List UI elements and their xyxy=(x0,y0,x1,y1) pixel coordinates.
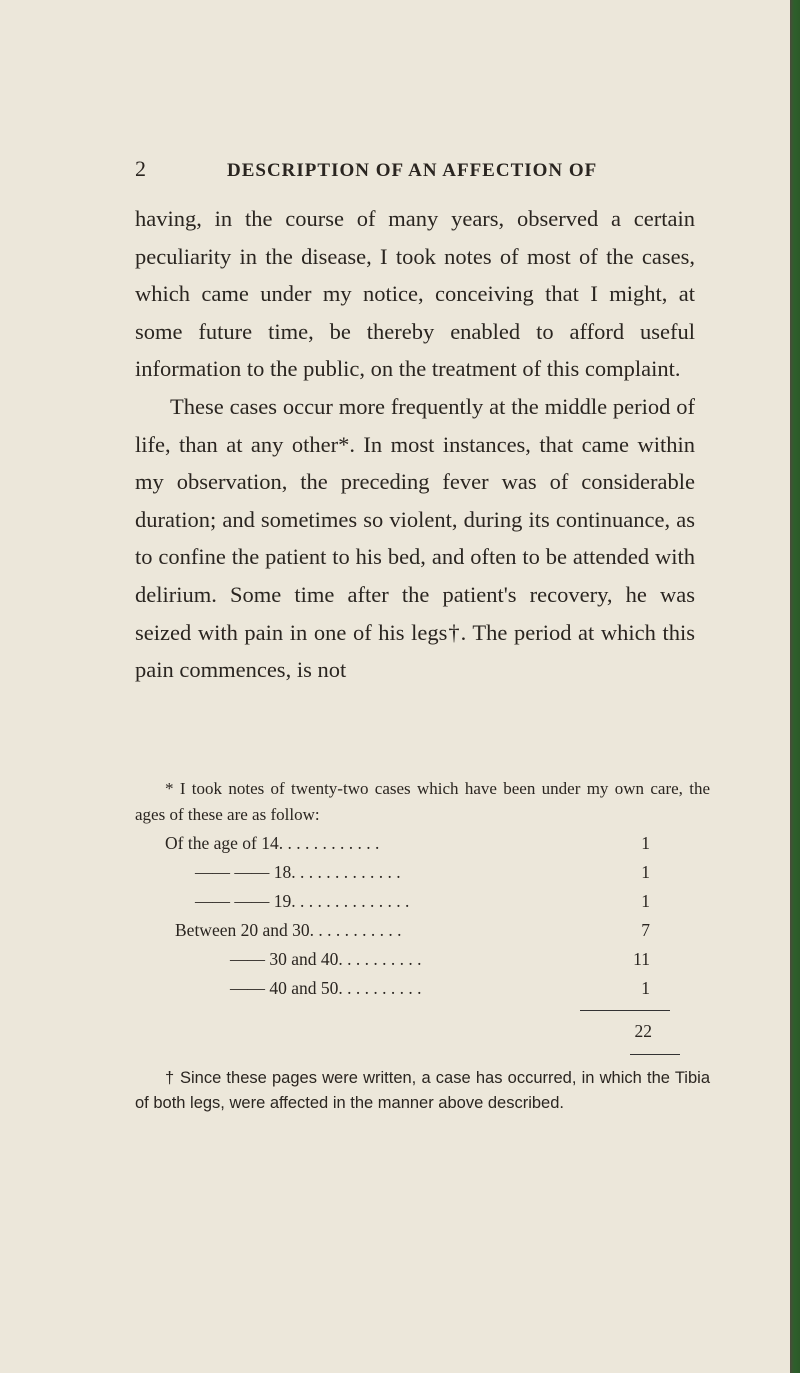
age-label: —— 30 and 40. . . . . . . . . . xyxy=(230,949,422,969)
paragraph-2: These cases occur more frequently at the middle period of life, than at any other*. In most instances, that came within my observation, the preceding fever was of considerable duration; and sometimes so violent, during its continuance, as to confine the patient to his bed, and often to be attended with delirium. Some time after the patient's recovery, he was seized with pain in one of his legs†. The period at which this pain commences, is not xyxy=(135,393,695,683)
age-table xyxy=(135,830,710,1062)
age-row xyxy=(135,859,710,888)
footnote-divider xyxy=(135,1048,710,1062)
age-total-row xyxy=(135,1004,710,1048)
page-edge xyxy=(790,0,800,1373)
age-label: —— —— 18. . . . . . . . . . . . . xyxy=(195,862,401,882)
age-count: 1 xyxy=(641,891,650,911)
age-row xyxy=(135,888,710,917)
age-label: —— 40 and 50. . . . . . . . . . xyxy=(230,978,422,998)
page-number: 2 xyxy=(135,156,147,181)
age-count: 1 xyxy=(641,833,650,853)
age-count: 1 xyxy=(641,862,650,882)
age-row xyxy=(135,975,710,1004)
age-row xyxy=(135,917,710,946)
age-count: 1 xyxy=(641,978,650,998)
age-count: 11 xyxy=(633,949,650,969)
age-label: —— —— 19. . . . . . . . . . . . . . xyxy=(195,891,410,911)
footnote-2: † Since these pages were written, a case has occurred, in which the Tibia of both legs, were affected in the manner above described. xyxy=(135,1069,710,1112)
body-text xyxy=(135,200,695,689)
footnotes xyxy=(135,776,710,1116)
footnote-1: * I took notes of twenty-two cases which have been under my own care, the ages of these are as follow: xyxy=(135,779,710,824)
age-label: Between 20 and 30. . . . . . . . . . . xyxy=(175,920,402,940)
paragraph-1: having, in the course of many years, observed a certain peculiarity in the disease, I took notes of most of the cases, which came under my notice, conceiving that I might, at some future time, be thereby enabled to afford useful information to the public, on the treatment of this complaint. xyxy=(135,206,695,382)
age-label: Of the age of 14. . . . . . . . . . . . xyxy=(165,833,380,853)
age-row xyxy=(135,946,710,975)
total-divider xyxy=(580,1010,670,1011)
age-row xyxy=(135,830,710,859)
age-total: 22 xyxy=(634,1021,652,1041)
running-title: DESCRIPTION OF AN AFFECTION OF xyxy=(227,160,598,181)
age-count: 7 xyxy=(641,920,650,940)
